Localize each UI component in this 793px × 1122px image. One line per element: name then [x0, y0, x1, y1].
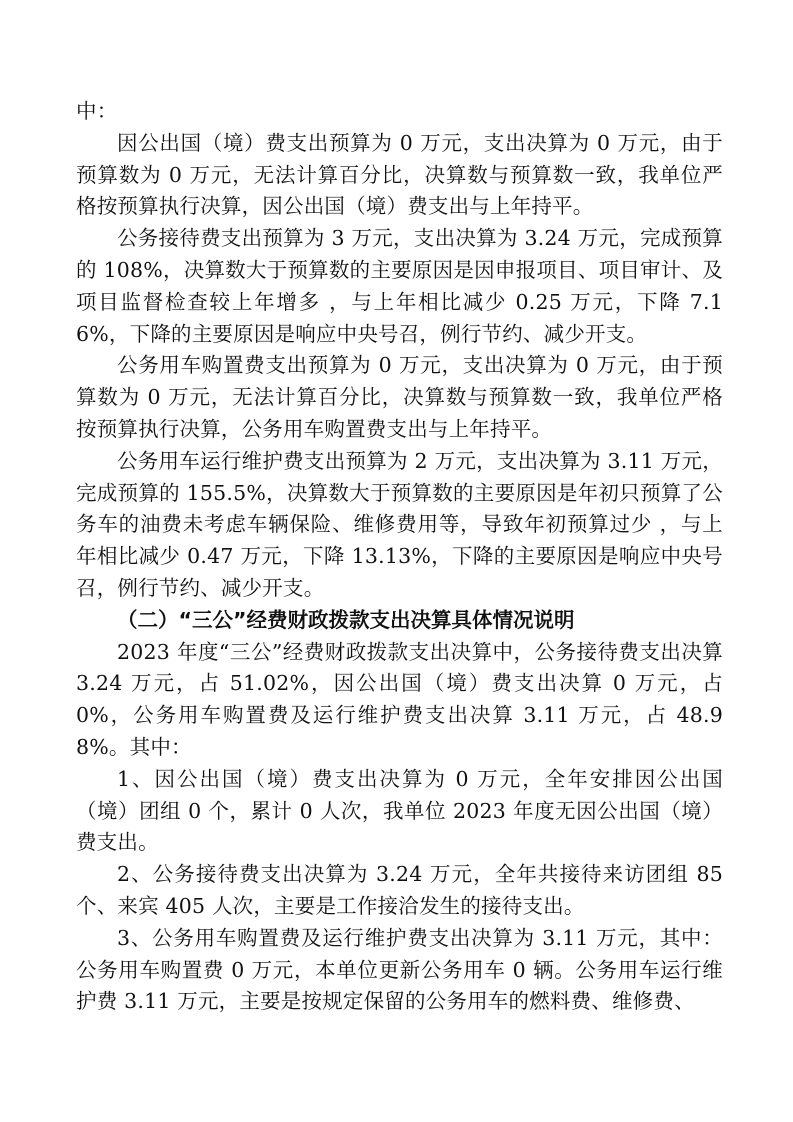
section-heading: （二）“三公”经费财政拨款支出决算具体情况说明 [117, 607, 575, 632]
document-body [76, 96, 723, 1018]
paragraph-summary-2023: 2023 年度“三公”经费财政拨款支出决算中，公务接待费支出决算 3.24 万元，占 51.02%，因公出国（境）费支出决算 0 万元，占 0%，公务用车购置费及运行维护费支出决算 3.11 万元，占 48.98%。其中： [76, 639, 723, 759]
paragraph-overseas-travel: 因公出国（境）费支出预算为 0 万元，支出决算为 0 万元，由于预算数为 0 万元，无法计算百分比，决算数与预算数一致，我单位严格按预算执行决算，因公出国（境）费支出与上年持平。 [76, 130, 723, 219]
paragraph-item-2: 2、公务接待费支出决算为 3.24 万元，全年共接待来访团组 85 个、来宾 405 人次，主要是工作接洽发生的接待支出。 [76, 862, 723, 918]
paragraph-item-1: 1、因公出国（境）费支出决算为 0 万元，全年安排因公出国（境）团组 0 个，累计 0 人次，我单位 2023 年度无因公出国（境）费支出。 [76, 766, 723, 855]
paragraph-item-3: 3、公务用车购置费及运行维护费支出决算为 3.11 万元，其中：公务用车购置费 0 万元，本单位更新公务用车 0 辆。公务用车运行维护费 3.11 万元，主要是按规定保留的公务用车的燃料费、维修费、 [76, 925, 723, 1014]
paragraph-continuation: 中： [76, 99, 118, 123]
paragraph-vehicle-purchase: 公务用车购置费支出预算为 0 万元，支出决算为 0 万元，由于预算数为 0 万元，无法计算百分比，决算数与预算数一致，我单位严格按预算执行决算，公务用车购置费支出与上年持平。 [76, 353, 723, 441]
paragraph-vehicle-operation: 公务用车运行维护费支出预算为 2 万元，支出决算为 3.11 万元，完成预算的 155.5%，决算数大于预算数的主要原因是年初只预算了公务车的油费未考虑车辆保险、维修费用等，导致年初预算过少 ，与上年相比减少 0.47 万元，下降 13.13%，下降的主要原因是响应中央号召，例行节约、减少开支。 [76, 448, 723, 600]
paragraph-reception-expense: 公务接待费支出预算为 3 万元，支出决算为 3.24 万元，完成预算的 108%，决算数大于预算数的主要原因是因申报项目、项目审计、及项目监督检查较上年增多 ，与上年相比减少 0.25 万元，下降 7.16%，下降的主要原因是响应中央号召，例行节约、减少开支。 [76, 226, 723, 346]
